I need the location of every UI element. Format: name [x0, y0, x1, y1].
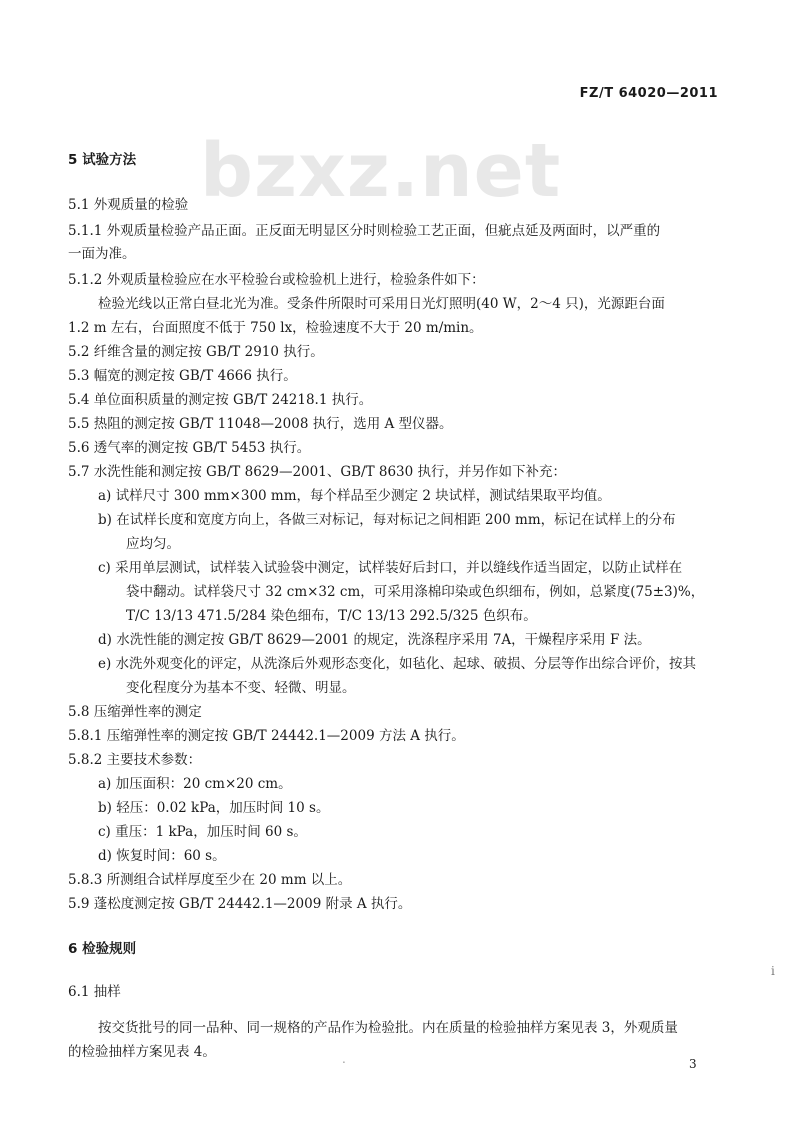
page-number: 3: [689, 1057, 697, 1071]
footer-dot: .: [342, 1052, 346, 1066]
item-5-8-2-c: c) 重压：1 kPa，加压时间 60 s。: [98, 824, 307, 840]
item-5-8-2-d: d) 恢复时间：60 s。: [98, 848, 226, 864]
clause-6-1-para: 按交货批号的同一品种、同一规格的产品作为检验批。内在质量的检验抽样方案见表 3，外观质量: [98, 1020, 678, 1036]
item-5-7-b: b) 在试样长度和宽度方向上，各做三对标记，每对标记之间相距 200 mm，标记在试样上的分布: [98, 512, 676, 528]
clause-5-3: 5.3 幅宽的测定按 GB/T 4666 执行。: [68, 368, 297, 384]
section-heading-6: 6 检验规则: [68, 941, 137, 957]
clause-5-6: 5.6 透气率的测定按 GB/T 5453 执行。: [68, 440, 311, 456]
clause-5-8-2: 5.8.2 主要技术参数：: [68, 752, 202, 768]
clause-5-1-2-para: 检验光线以正常白昼北光为准。受条件所限时可采用日光灯照明(40 W，2～4 只)，光源距台面: [98, 296, 665, 312]
clause-5-9: 5.9 蓬松度测定按 GB/T 24442.1—2009 附录 A 执行。: [68, 896, 412, 912]
item-5-7-a: a) 试样尺寸 300 mm×300 mm，每个样品至少测定 2 块试样，测试结果取平均值。: [98, 488, 611, 504]
clause-5-1: 5.1 外观质量的检验: [68, 197, 189, 213]
clause-5-2: 5.2 纤维含量的测定按 GB/T 2910 执行。: [68, 344, 324, 360]
item-5-7-c-cont-1: 袋中翻动。试样袋尺寸 32 cm×32 cm，可采用涤棉印染或色织细布，例如，总紧度(75±3)%，: [126, 584, 705, 600]
standard-code: FZ/T 64020—2011: [579, 86, 718, 101]
item-5-7-c: c) 采用单层测试，试样装入试验袋中测定，试样装好后封口，并以缝线作适当固定，以防止试样在: [98, 560, 683, 576]
clause-5-7: 5.7 水洗性能和测定按 GB/T 8629—2001、GB/T 8630 执行，并另作如下补充：: [68, 464, 567, 480]
clause-5-1-1-cont: 一面为准。: [68, 246, 136, 262]
item-5-7-e-cont: 变化程度分为基本不变、轻微、明显。: [126, 680, 356, 696]
item-5-7-b-cont: 应均匀。: [126, 536, 180, 552]
clause-6-1-para-cont: 的检验抽样方案见表 4。: [68, 1044, 216, 1060]
clause-5-1-2-para-cont: 1.2 m 左右，台面照度不低于 750 lx，检验速度不大于 20 m/min。: [68, 320, 483, 336]
corner-mark: i: [771, 964, 775, 978]
clause-5-8: 5.8 压缩弹性率的测定: [68, 704, 202, 720]
clause-5-5: 5.5 热阻的测定按 GB/T 11048—2008 执行，选用 A 型仪器。: [68, 416, 453, 432]
clause-5-1-2: 5.1.2 外观质量检验应在水平检验台或检验机上进行，检验条件如下：: [68, 272, 485, 288]
watermark: bzxz.net: [200, 128, 562, 214]
clause-5-8-1: 5.8.1 压缩弹性率的测定按 GB/T 24442.1—2009 方法 A 执行。: [68, 728, 465, 744]
clause-5-8-3: 5.8.3 所测组合试样厚度至少在 20 mm 以上。: [68, 872, 352, 888]
clause-6-1: 6.1 抽样: [68, 984, 121, 1000]
clause-5-1-1: 5.1.1 外观质量检验产品正面。正反面无明显区分时则检验工艺正面，但疵点延及两面时，以严重的: [68, 223, 661, 239]
item-5-8-2-a: a) 加压面积：20 cm×20 cm。: [98, 776, 292, 792]
section-heading-5: 5 试验方法: [68, 152, 137, 168]
item-5-7-d: d) 水洗性能的测定按 GB/T 8629—2001 的规定，洗涤程序采用 7A，干燥程序采用 F 法。: [98, 632, 651, 648]
item-5-8-2-b: b) 轻压：0.02 kPa，加压时间 10 s。: [98, 800, 330, 816]
item-5-7-e: e) 水洗外观变化的评定，从洗涤后外观形态变化，如毡化、起球、破损、分层等作出综合评价，按其: [98, 656, 697, 672]
item-5-7-c-cont-2: T/C 13/13 471.5/284 染色细布，T/C 13/13 292.5/325 色织布。: [126, 608, 537, 624]
clause-5-4: 5.4 单位面积质量的测定按 GB/T 24218.1 执行。: [68, 392, 373, 408]
